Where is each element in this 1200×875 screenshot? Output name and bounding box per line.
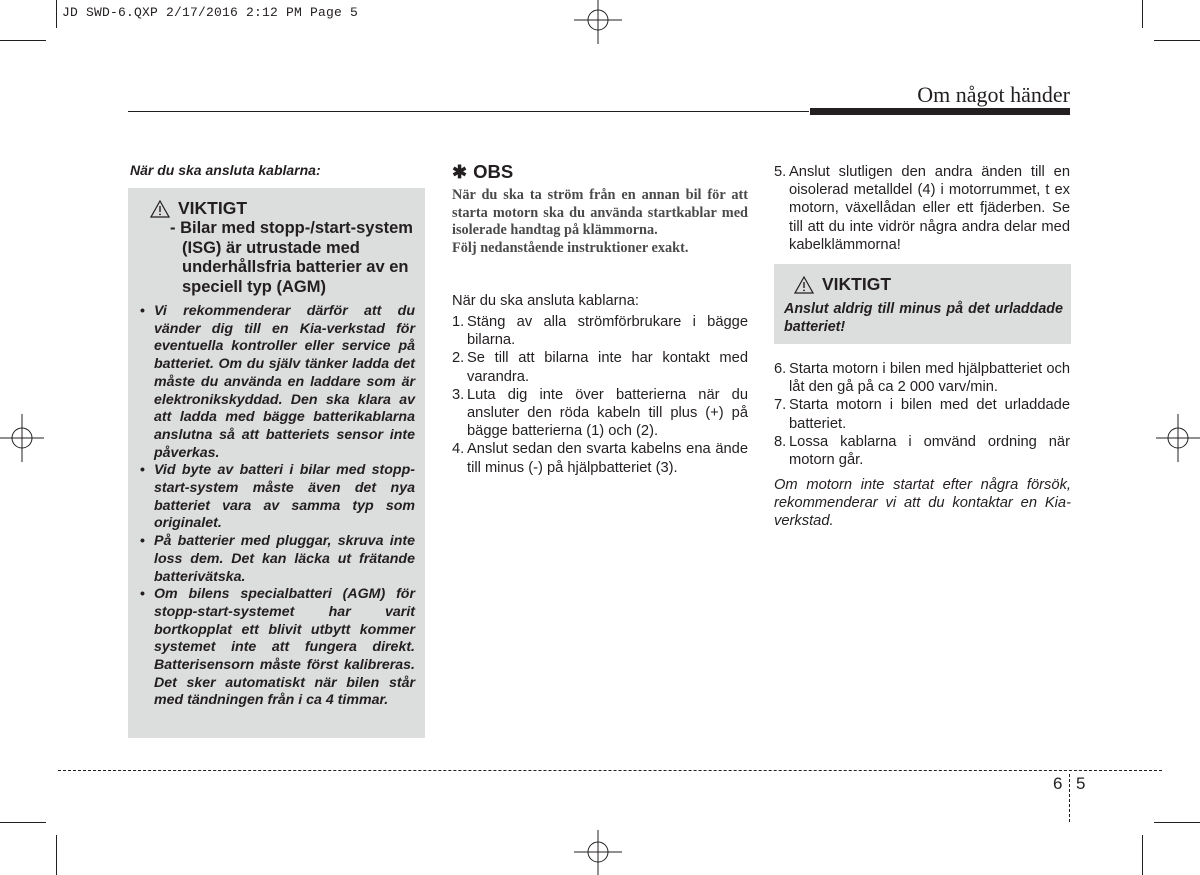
step-text: Se till att bilarna inte har kontakt med varandra. xyxy=(467,350,748,385)
step-item xyxy=(452,349,748,385)
page-number: 5 xyxy=(1076,774,1086,793)
step-item xyxy=(774,360,1070,396)
step-item xyxy=(452,440,748,476)
step-text: Starta motorn i bilen med det urladdade batteriet. xyxy=(789,397,1070,432)
step-item xyxy=(452,386,748,441)
obs-heading xyxy=(452,161,513,183)
registration-mark-right xyxy=(1156,408,1200,468)
step-number: 8. xyxy=(774,433,787,450)
step-text: Anslut sedan den svarta kabelns ena ände till minus (-) på hjälpbatteriet (3). xyxy=(467,441,748,476)
asterisk-icon: ✱ xyxy=(452,161,468,182)
steps-list-middle xyxy=(452,313,748,477)
registration-mark-left xyxy=(0,408,44,468)
printer-slug: JD SWD-6.QXP 2/17/2016 2:12 PM Page 5 xyxy=(62,5,359,20)
obs-text-1: När du ska ta ström från en annan bil för att starta motorn ska du använda startkablar med isolerade handtag på klämmorna. xyxy=(452,187,748,238)
closing-note: Om motorn inte startat efter några försök, rekommenderar vi att du kontaktar en Kia-verkstad. xyxy=(774,477,1071,530)
page-number-separator xyxy=(1069,774,1070,822)
steps-list-right xyxy=(774,360,1070,469)
warning-heading xyxy=(150,198,415,219)
registration-mark-top xyxy=(568,0,628,44)
warning-bullet-list xyxy=(140,303,415,710)
registration-mark-bottom xyxy=(568,830,628,875)
step-number: 5. xyxy=(774,164,787,180)
step-text: Stäng av alla strömförbrukare i bägge bilarna. xyxy=(467,314,748,349)
obs-text-2: Följ nedanstående instruktioner exakt. xyxy=(452,239,689,256)
step-number: 3. xyxy=(452,386,465,403)
step-number: 2. xyxy=(452,350,465,367)
step-item xyxy=(774,396,1070,432)
obs-body xyxy=(452,187,748,257)
warning-box-left xyxy=(128,188,425,738)
step-number: 4. xyxy=(452,441,465,458)
obs-title: OBS xyxy=(473,161,514,182)
step-number: 1. xyxy=(452,314,465,330)
warning-bullet: • Vi rekommenderar därför att du vänder dig till en Kia-verkstad för eventuella kontroller eller service på batteriet. Om du själv tänker ladda det måste du använda en laddare som är elektronikskyddad. Den ska klara av att ladda med bägge batterikablarna anslutna så att batteriets sensor inte påverkas. xyxy=(140,303,415,462)
warning-title: VIKTIGT xyxy=(822,274,892,294)
step-text: Anslut slutligen den andra änden till en oisolerad metalldel (4) i motorrummet, t ex motorn, växellådan eller ett fjäderben. Se till att du inte vidrör några andra delar med kabelklämmorna! xyxy=(789,164,1070,253)
page-header-title: Om något händer xyxy=(917,82,1070,107)
middle-intro: När du ska ansluta kablarna: xyxy=(452,293,639,309)
header-rule xyxy=(128,111,809,112)
warning-title: VIKTIGT xyxy=(178,198,248,218)
step-text: Starta motorn i bilen med hjälpbatteriet och låt den gå på ca 2 000 varv/min. xyxy=(789,361,1070,396)
steps-list-right-top xyxy=(774,163,1070,254)
chapter-number: 6 xyxy=(1053,774,1063,793)
warning-bullet: • På batterier med pluggar, skruva inte loss dem. Det kan läcka ut frätande batterivätska. xyxy=(140,533,415,586)
step-text: Lossa kablarna i omvänd ordning när motorn går. xyxy=(789,433,1070,469)
step-text: Luta dig inte över batterierna när du ansluter den röda kabeln till plus (+) på bägge batterierna (1) och (2). xyxy=(467,386,748,440)
warning-bullet: • Om bilens specialbatteri (AGM) för stopp-start-systemet har varit bortkopplat ett blivit utbytt kommer systemet inte att fungera direkt. Batterisensorn måste först kalibreras. Det sker automatiskt när bilen står med tändningen från i ca 4 timmar. xyxy=(140,586,415,710)
warning-dash-item: - Bilar med stopp-/start-system (ISG) är utrustade med underhållsfria batterier av en speciell typ (AGM) xyxy=(170,219,413,296)
step-item xyxy=(452,313,748,349)
header-bar xyxy=(810,108,1070,115)
warning-heading xyxy=(794,274,1063,295)
step-item xyxy=(774,163,1070,254)
warning-box-right xyxy=(774,264,1071,344)
warning-bullet: • Vid byte av batteri i bilar med stopp-start-system måste även det nya batteriet vara av samma typ som originalet. xyxy=(140,462,415,533)
step-number: 6. xyxy=(774,361,787,377)
left-intro: När du ska ansluta kablarna: xyxy=(130,162,321,178)
footer-dashed-rule xyxy=(58,770,1162,771)
warning-triangle-icon xyxy=(794,276,814,294)
warning-text: Anslut aldrig till minus på det urladdade batteriet! xyxy=(784,301,1063,335)
step-number: 7. xyxy=(774,397,787,414)
warning-triangle-icon xyxy=(150,200,170,218)
step-item xyxy=(774,433,1070,469)
